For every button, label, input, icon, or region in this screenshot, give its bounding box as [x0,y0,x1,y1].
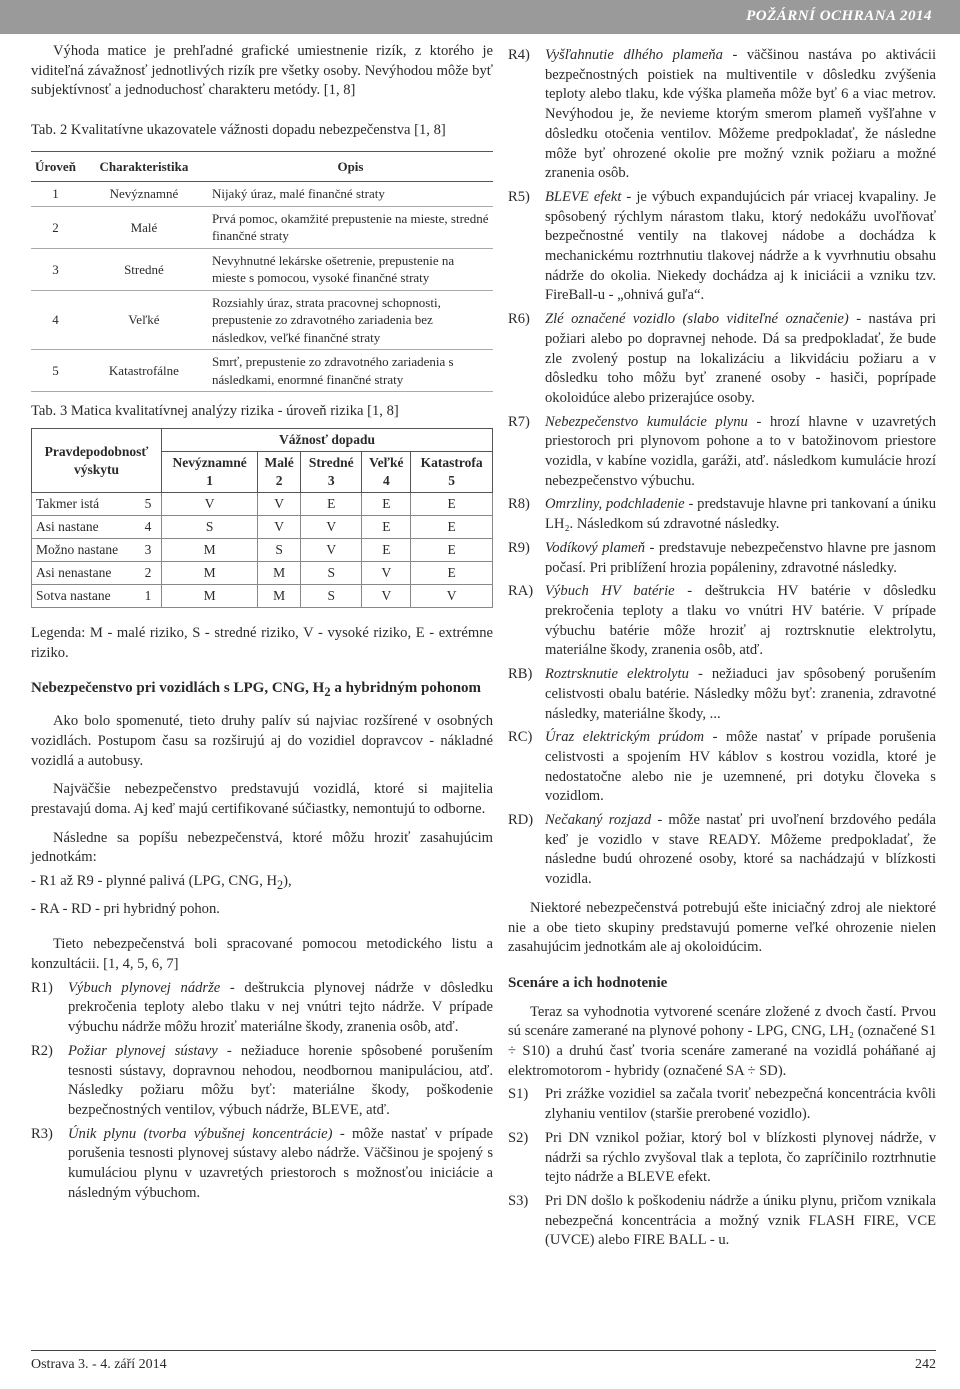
risk-cell: V [258,516,301,539]
risk-item [508,46,936,184]
col-header-description: Opis [208,151,493,182]
dash-text: - R1 až R9 - plynné palivá (LPG, CNG, H [31,873,278,890]
risk-cell: E [362,493,411,516]
journal-header [0,0,960,34]
dash-text: ), [283,873,292,890]
item-desc: Pri zrážke vozidiel sa začala tvoriť nebezpečná koncentrácia kvôli zlyhaniu ventilov (staršie prerobené vozidlo). [545,1086,936,1123]
right-column [508,42,936,1251]
risk-cell: S [162,516,258,539]
item-key: R6) [508,311,530,328]
risk-cell: V [301,516,362,539]
risk-cell: V [411,585,493,608]
description-cell: Prvá pomoc, okamžité prepustenie na mieste, stredné finančné straty [208,206,493,248]
risk-item [31,1125,493,1204]
item-key: RA) [508,583,534,600]
col-number: 3 [327,473,335,489]
risk-item [508,728,936,807]
probability-number: 1 [135,585,162,608]
level-cell: 4 [31,290,80,350]
item-text [545,728,936,807]
paragraph: Ako bolo spomenuté, tieto druhy palív sú najviac rozšírené v osobných vozidlách. Postupom času sa rozširujú aj do vozidiel dopravcov - nákladné vozidlá a autobusy. [31,713,493,769]
level-cell: 3 [31,248,80,290]
heading-sub: 2 [324,685,331,700]
risk-list-right [508,46,936,890]
item-desc: - môže nastať v prípade porušenia tesnosti plynovej sústavy alebo nádrže. Väčšinou je spojený s kumuláciou plynu v uzavretých priestoroch s možnosťou iniciácie a následným výbuchom. [68,1125,493,1201]
risk-list-left [31,979,493,1204]
journal-title: POŽÁRNÍ OCHRANA 2014 [746,8,932,24]
scenario-item [508,1085,936,1124]
col-number: 4 [382,473,390,489]
col-name: Stredné [308,455,354,471]
item-text [68,1042,493,1121]
risk-item [508,582,936,661]
risk-cell: E [411,562,493,585]
risk-cell: S [301,585,362,608]
paragraph: Teraz sa vyhodnotia vytvorené scenáre zložené z dvoch častí. Prvou sú scenáre zamerané na plynové pohony - LPG, CNG, LH₂ (označené S1 ÷ S10) a druhú časť tvoria scenáre zamerané na vozidlá poháňané aj elektromotorom - hybridy (označené SA ÷ SD). [508,1003,936,1079]
item-desc: - je výbuch expandujúcich pár vriacej kvapaliny. Je spôsobený rýchlym nárastom tlaku, ktorý nedokážu uvoľňovať bezpečnostné ventily na tlakovej nádobe a dochádza k mechanickému roztrhnutiu tlakovej nádrže a k vyvrhnutiu obsahu nádrže do okolia. Niekedy dochádza aj k iniciácii a vzniku tzv. FireBall-u - „ohnivá guľa“. [545,188,936,304]
item-key: R2) [31,1042,53,1059]
table-row [32,516,493,539]
risk-cell: E [411,493,493,516]
intro-paragraph: Výhoda matice je prehľadné grafické umiestnenie rizík, z ktorého je viditeľná závažnosť jednotlivých rizík pre všetky osoby. Nevýhodou môže byť subjektívnosť a jednoduchosť charakteru metódy. [1, 8] [31,43,493,99]
item-desc: - predstavuje nebezpečenstvo hlavne pre jasnom počasí. Pri priblížení hrozia popáleniny, zdravotné následky. [545,539,936,576]
table-row [31,206,493,248]
level-cell: 2 [31,206,80,248]
risk-cell: E [411,516,493,539]
item-text [545,310,936,409]
col-number: 5 [448,473,456,489]
item-title: BLEVE efekt [545,188,622,205]
item-key: RD) [508,812,534,829]
item-title: Požiar plynovej sústavy [68,1042,218,1059]
paragraph: Najväčšie nebezpečenstvo predstavujú vozidlá, ktoré si majitelia prestavajú doma. Aj keď majú certifikované súčiastky, nemontujú to odborne. [31,781,493,817]
table-row [31,248,493,290]
description-cell: Smrť, prepustenie zo zdravotného zariadenia s následkami, enormné finančné straty [208,350,493,392]
risk-cell: V [162,493,258,516]
item-desc: - hrozí hlavne v uzavretých priestoroch pri plynovom pohone a to v batožinovom priestore vozidla, v kabíne vozidla, garáži, atď. následkom kumulácie hrozí nebezpečenstvo výbuchu. [545,413,937,489]
risk-cell: M [162,585,258,608]
col-name: Malé [264,455,294,471]
item-text [68,979,493,1038]
item-key: R3) [31,1125,53,1142]
level-cell: 1 [31,182,80,207]
item-desc: - väčšinou nastáva po aktivácii bezpečnostných poistiek na multiventile v dôsledku zvýšenia teploty alebo tlaku, kde výška plameňa môže byť 6 a viac metrov. Nevýhodou je, že nevieme ktorým smerom plameň vyšľahne v dôsledku otočenia ventilov. Môžeme predpokladať, že následne môže byť ohrozené okolie pre možný vznik požiaru a možné zranenia osôb. [545,47,937,182]
table2-caption: Tab. 2 Kvalitatívne ukazovatele vážnosti dopadu nebezpečenstva [1, 8] [31,122,446,139]
item-key: S2) [508,1129,529,1146]
item-desc: Pri DN došlo k poškodeniu nádrže a úniku plynu, pričom vznikala nebezpečná koncentrácia a možný vznik FLASH FIRE, VCE (UVCE) alebo FIRE BALL - u. [545,1192,936,1249]
item-key: S3) [508,1192,529,1209]
characteristic-cell: Veľké [80,290,208,350]
risk-item [508,811,936,890]
item-desc: - nežiaduci jav spôsobený porušením celistvosti obalu batérie. Následky môžu byť: zranenia, zdravotné následky, materiálne škody, ... [545,666,936,722]
table-row [32,585,493,608]
item-key: R8) [508,496,530,513]
item-text [545,495,936,534]
risk-cell: V [301,539,362,562]
severity-col-header [301,452,362,493]
probability-label: Takmer istá [32,493,136,516]
left-column [31,42,493,1204]
page-footer [31,1350,936,1372]
col-header-characteristic: Charakteristika [80,151,208,182]
risk-item [508,539,936,578]
risk-cell: V [362,585,411,608]
description-cell: Nijaký úraz, malé finančné straty [208,182,493,207]
item-text [545,811,936,890]
severity-header: Vážnosť dopadu [162,429,493,452]
severity-table [31,151,493,393]
table-row [31,350,493,392]
risk-cell: E [362,539,411,562]
table3-caption: Tab. 3 Matica kvalitatívnej analýzy rizika - úroveň rizika [1, 8] [31,403,399,420]
risk-item [508,495,936,534]
page-number: 242 [915,1357,936,1372]
probability-number: 4 [135,516,162,539]
characteristic-cell: Malé [80,206,208,248]
item-text [545,188,936,306]
risk-cell: E [362,516,411,539]
item-title: Vyšľahnutie dlhého plameňa [545,47,723,63]
col-number: 1 [206,473,213,489]
item-key: R5) [508,188,530,205]
item-key: RB) [508,666,533,683]
item-key: R4) [508,47,530,63]
severity-col-header [162,452,258,493]
item-desc: - nežiaduce horenie spôsobené porušením tesnosti sústavy, dopravnou nehodou, neodbornou manipuláciou, atď. Následky požiaru môžu byť: materiálne škody, poškodenie bezpečnostných ventilov, výbuch nádrže, BLEVE, atď. [68,1042,493,1118]
item-desc: - môže nastať pri uvoľnení brzdového pedála keď je vozidlo v stave READY. Môžeme predpokladať, že následne budú ohrozené osoby, ktoré sa nachádzajú v blízkosti vozidla. [545,812,937,888]
item-title: Nečakaný rozjazd [545,812,652,829]
dash-sub: 2 [277,877,284,892]
characteristic-cell: Stredné [80,248,208,290]
risk-item [31,979,493,1038]
item-title: Zlé označené vozidlo (slabo viditeľné označenie) [545,311,849,328]
item-key: R1) [31,979,53,996]
table-row [32,562,493,585]
characteristic-cell: Katastrofálne [80,350,208,392]
heading-part: Nebezpečenstvo pri vozidlách s LPG, CNG, H [31,680,325,697]
description-cell: Nevyhnutné lekárske ošetrenie, prepustenie na mieste s pomocou, vysoké finančné straty [208,248,493,290]
table-row [32,493,493,516]
risk-cell: M [162,562,258,585]
item-desc: - môže nastať v prípade porušenia celistvosti a spojením HV káblov s kostrou vozidla, ktoré je nedostatočne alebo nie je uzemnené, pri dotyku človeka s vozidlom. [545,729,936,805]
scenario-list [508,1085,936,1251]
item-title: Vodíkový plameň [545,539,646,556]
item-key: R9) [508,539,530,556]
scenario-item [508,1129,936,1188]
risk-cell: E [411,539,493,562]
dash-item: - RA - RD - pri hybridný pohon. [31,900,220,917]
item-desc: - deštrukcia plynovej nádrže v dôsledku prekročenia teploty alebo tlaku v nej vnútri tejto nádrže. V prípade výbuchu nádrže môžu hroziť materiálne škody, zranenia osôb, atď. [68,979,494,1036]
col-name: Nevýznamné [172,455,247,471]
risk-cell: S [258,539,301,562]
paragraph: Niektoré nebezpečenstvá potrebujú ešte iniciačný zdroj ale niektoré nie a obe tieto skupiny predstavujú pomerne veľké ohrozenie nielen zasahujúcim jednotkám ale aj okoloidúcim. [508,899,936,956]
section-heading-hazards [31,679,493,703]
section-heading-scenarios: Scenáre a ich hodnotenie [508,974,668,991]
table-row [32,539,493,562]
risk-cell: E [301,493,362,516]
risk-item [31,1042,493,1121]
item-title: Výbuch HV batérie [545,583,675,600]
col-name: Katastrofa [420,455,483,471]
risk-cell: M [258,585,301,608]
heading-part: a hybridným pohonom [330,680,482,697]
paragraph: Tieto nebezpečenstvá boli spracované pomocou metodického listu a konzultácii. [1, 4, 5, 6, 7] [31,936,493,973]
probability-number: 2 [135,562,162,585]
risk-matrix-table [31,428,493,608]
dash-item [31,872,493,896]
item-key: S1) [508,1086,529,1103]
item-title: Roztrsknutie elektrolytu [545,666,689,683]
item-title: Úraz elektrickým prúdom [545,729,705,746]
item-title: Omrzliny, podchladenie [545,496,685,513]
probability-label: Asi nenastane [32,562,136,585]
level-cell: 5 [31,350,80,392]
paragraph: Následne sa popíšu nebezpečenstvá, ktoré môžu hroziť zasahujúcim jednotkám: [31,829,493,866]
risk-item [508,665,936,724]
risk-cell: M [162,539,258,562]
item-text [545,665,936,724]
risk-cell: M [258,562,301,585]
item-text [545,413,936,492]
col-number: 2 [275,473,283,489]
risk-cell: V [362,562,411,585]
item-title: Výbuch plynovej nádrže [68,979,221,996]
risk-cell: S [301,562,362,585]
col-header-level: Úroveň [31,151,80,182]
description-cell: Rozsiahly úraz, strata pracovnej schopnosti, prepustenie zo zdravotného zariadenia bez následkov, veľké finančné straty [208,290,493,350]
item-text [68,1125,493,1204]
probability-label: Asi nastane [32,516,136,539]
risk-item [508,188,936,306]
item-key: RC) [508,729,533,746]
risk-item [508,310,936,409]
risk-item [508,413,936,492]
probability-label: Možno nastane [32,539,136,562]
footer-conference: Ostrava 3. - 4. září 2014 [31,1357,167,1372]
item-desc: Pri DN vznikol požiar, ktorý bol v blízkosti plynovej nádrže, v nádrži sa rýchlo zvyšoval tlak a teplota, čo zapríčinilo roztrhnutie tejto nádrže a BLEVE efekt. [545,1129,936,1186]
item-text [545,582,936,661]
table-row [31,290,493,350]
prob-header: Pravdepodobnosť výskytu [32,429,162,493]
severity-col-header [362,452,411,493]
characteristic-cell: Nevýznamné [80,182,208,207]
item-desc: - deštrukcia HV batérie v dôsledku prekročenia teploty a tlaku vo vnútri HV batérie. V prípade výbuchu batérie môže hroziť aj roztrsknutie elektrolytu, materiálne škody, zranenia osôb, atď. [545,583,936,659]
matrix-legend: Legenda: M - malé riziko, S - stredné riziko, V - vysoké riziko, E - extrémne riziko. [31,625,493,661]
item-text [545,539,936,578]
table-row [31,182,493,207]
item-title: Únik plynu (tvorba výbušnej koncentrácie) [68,1125,333,1142]
item-title: Nebezpečenstvo kumulácie plynu [545,413,748,430]
col-name: Veľké [369,455,404,471]
item-text [545,46,936,184]
scenario-item [508,1192,936,1251]
item-desc: - nastáva pri požiari alebo po dopravnej nehode. Dá sa predpokladať, že bude zle zvolený postup na lokalizáciu a likvidáciu požiaru a v dôsledku toho môžu byť zranené osoby - hasiči, poprípade okoloidúce alebo prizerajúce osoby. [545,311,936,406]
item-desc: - predstavuje hlavne pri tankovaní a úniku LH₂. Následkom sú zdravotné následky. [545,496,936,533]
probability-label: Sotva nastane [32,585,136,608]
item-key: R7) [508,413,530,430]
severity-col-header [411,452,493,493]
risk-cell: V [258,493,301,516]
severity-col-header [258,452,301,493]
probability-number: 5 [135,493,162,516]
probability-number: 3 [135,539,162,562]
